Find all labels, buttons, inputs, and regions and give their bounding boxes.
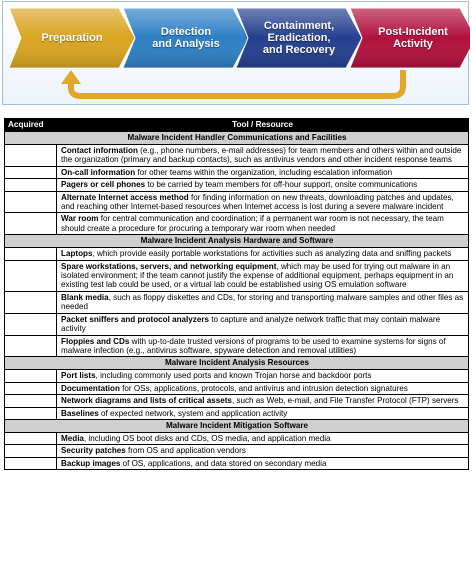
tool-resource-cell (57, 395, 469, 407)
acquired-cell[interactable] (5, 260, 57, 291)
resource-name: Security patches (61, 446, 126, 456)
tool-resource-cell (57, 335, 469, 357)
resource-description: , including OS boot disks and CDs, OS media, and application media (83, 433, 331, 443)
resource-description: for finding information on new threats, downloading patches and updates, and reaching other Internet-based resources when Internet access is lost during a severe malware incident (61, 192, 454, 212)
resource-description: with up-to-date trusted versions of programs to be used to examine systems for signs of malware infection (e.g., antivirus software, spyware detection and removal utilities) (61, 336, 446, 355)
table-row (5, 248, 469, 260)
phase-label-1: Preparation (41, 32, 103, 44)
tool-resource-cell (57, 260, 469, 291)
table-row (5, 166, 469, 178)
acquired-cell[interactable] (5, 457, 57, 469)
loop-line (71, 70, 403, 96)
section-header-row (5, 235, 469, 248)
resource-name: Port lists (61, 371, 96, 381)
acquired-cell[interactable] (5, 145, 57, 167)
section-header-row (5, 357, 469, 370)
table-row (5, 179, 469, 191)
section-title: Malware Incident Analysis Resources (5, 357, 469, 370)
resource-name: Baselines (61, 408, 99, 418)
phase-label-3: Containment, Eradication, and Recovery (262, 20, 336, 56)
loop-arrowhead (61, 70, 81, 84)
resource-name: Laptops (61, 249, 93, 259)
acquired-cell[interactable] (5, 382, 57, 394)
resource-name: Spare workstations, servers, and networking equipment (61, 261, 277, 271)
section-title: Malware Incident Mitigation Software (5, 419, 469, 432)
resource-name: On-call information (61, 167, 136, 177)
acquired-cell[interactable] (5, 395, 57, 407)
acquired-cell[interactable] (5, 291, 57, 313)
phase-label-4: Post-Incident Activity (378, 26, 448, 50)
section-header-row (5, 419, 469, 432)
resource-description: to capture and analyze network traffic that may contain malware activity (61, 314, 441, 334)
resource-description: for other teams within the organization, including escalation information (135, 167, 393, 177)
tool-resource-column-header: Tool / Resource (57, 119, 469, 132)
section-title: Malware Incident Analysis Hardware and Software (5, 235, 469, 248)
resource-description: , which may be used for trying out malware in an isolated environment; if the team cannot justify the expense of additional equipment, perhaps equipment in an existing test lab could be used, or a virtual lab could be established using OS emulation software (61, 261, 454, 290)
resource-description: for central communication and coordination; if a permanent war room is not necessary, the team should create a procedure for procuring a temporary war room when needed (61, 214, 444, 233)
resource-description: , which provide easily portable workstations for activities such as analyzing data and sniffing packets (92, 249, 452, 259)
resource-name: Media (61, 433, 84, 443)
resource-description: of expected network, system and application activity (98, 408, 288, 418)
tool-resource-cell (57, 313, 469, 335)
acquired-cell[interactable] (5, 213, 57, 235)
acquired-cell[interactable] (5, 445, 57, 457)
section-header-row (5, 132, 469, 145)
table-row (5, 382, 469, 394)
acquired-cell[interactable] (5, 166, 57, 178)
table-row (5, 191, 469, 213)
resource-description: from OS and application vendors (125, 446, 246, 456)
tool-resource-cell (57, 179, 469, 191)
table-row (5, 445, 469, 457)
tool-resource-cell (57, 432, 469, 444)
acquired-cell[interactable] (5, 179, 57, 191)
section-title: Malware Incident Handler Communications and Facilities (5, 132, 469, 145)
resource-name: Documentation (61, 383, 120, 393)
acquired-cell[interactable] (5, 407, 57, 419)
tool-resource-cell (57, 407, 469, 419)
incident-lifecycle-diagram (2, 1, 469, 105)
acquired-column-header: Acquired (5, 119, 57, 132)
resource-name: Blank media (61, 292, 109, 302)
resource-description: (e.g., phone numbers, e-mail addresses) for team members and others within and outside the organization (primary and backup contacts), such as antivirus vendors and other incident response teams (61, 146, 462, 165)
resource-description: for OSs, applications, protocols, and antivirus and intrusion detection signatures (119, 383, 408, 393)
resource-name: Packet sniffers and protocol analyzers (61, 314, 209, 324)
resource-description: to be carried by team members for off-hour support, onsite communications (145, 180, 418, 190)
table-header-row (5, 119, 469, 132)
table-row (5, 370, 469, 382)
tool-resource-cell (57, 191, 469, 213)
resource-name: Backup images (61, 458, 121, 468)
resource-name: Network diagrams and lists of critical assets (61, 396, 232, 406)
table-row (5, 335, 469, 357)
acquired-cell[interactable] (5, 335, 57, 357)
table-row (5, 213, 469, 235)
feedback-loop-arrow (61, 70, 403, 96)
tool-resource-cell (57, 291, 469, 313)
tool-resource-cell (57, 213, 469, 235)
resource-name: Pagers or cell phones (61, 180, 146, 190)
table-row (5, 432, 469, 444)
resource-name: Contact information (61, 146, 138, 155)
resource-name: War room (61, 214, 99, 224)
acquired-cell[interactable] (5, 370, 57, 382)
tool-resource-cell (57, 457, 469, 469)
table-row (5, 407, 469, 419)
tool-resource-cell (57, 166, 469, 178)
table-row (5, 313, 469, 335)
resource-name: Floppies and CDs (61, 336, 130, 346)
resource-name: Alternate Internet access method (61, 192, 189, 202)
phase-label-2: Detection and Analysis (152, 26, 220, 50)
acquired-cell[interactable] (5, 313, 57, 335)
acquired-cell[interactable] (5, 191, 57, 213)
resource-description: , such as Web, e-mail, and File Transfer Protocol (FTP) servers (231, 396, 459, 406)
table-row (5, 291, 469, 313)
tool-resource-cell (57, 145, 469, 167)
acquired-cell[interactable] (5, 432, 57, 444)
table-row (5, 395, 469, 407)
resource-description: , including commonly used ports and known Trojan horse and backdoor ports (95, 371, 372, 381)
tool-resource-cell (57, 248, 469, 260)
table-row (5, 145, 469, 167)
table-row (5, 260, 469, 291)
tool-resource-cell (57, 370, 469, 382)
tools-resources-table (4, 118, 469, 470)
resource-description: of OS, applications, and data stored on secondary media (120, 458, 327, 468)
table-row (5, 457, 469, 469)
tool-resource-cell (57, 445, 469, 457)
tool-resource-cell (57, 382, 469, 394)
resource-description: , such as floppy diskettes and CDs, for storing and transporting malware samples and other files as needed (61, 292, 464, 312)
acquired-cell[interactable] (5, 248, 57, 260)
